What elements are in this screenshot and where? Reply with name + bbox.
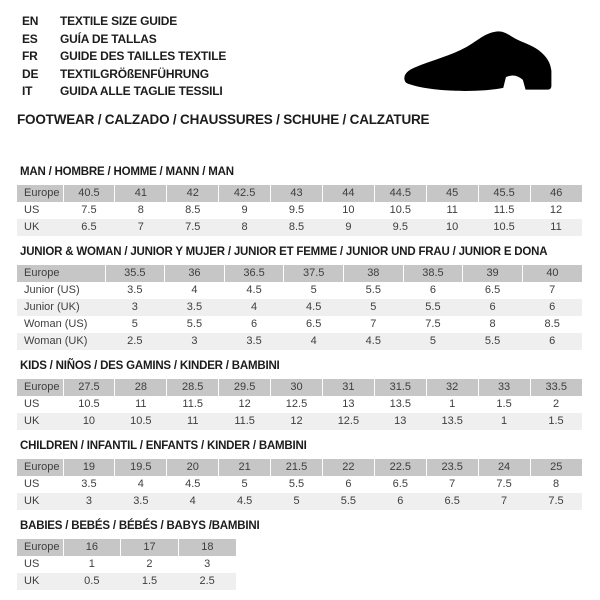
size-value-cell: 24	[478, 459, 530, 476]
row-label-cell: US	[24, 398, 40, 410]
man-size-table	[17, 185, 582, 236]
size-value-cell: 2.5	[127, 335, 143, 347]
size-value-cell: 2	[146, 558, 153, 570]
table-row	[17, 316, 582, 333]
size-value-cell: 1.5	[141, 575, 158, 587]
size-value-cell: 12	[549, 204, 563, 216]
row-label-cell: Junior (UK)	[24, 301, 80, 313]
language-code: DE	[22, 66, 39, 81]
section-title: JUNIOR & WOMAN / JUNIOR Y MUJER / JUNIOR ET FEMME / JUNIOR UND FRAU / JUNIOR E DONA	[20, 245, 548, 258]
size-value-cell: 6	[251, 318, 258, 330]
row-label-cell: UK	[24, 575, 40, 587]
size-value-cell: 5.5	[288, 478, 305, 490]
table-header-row	[17, 379, 582, 396]
table-header-row	[17, 185, 582, 202]
language-title: GUIDA ALLE TAGLIE TESSILI	[60, 84, 223, 98]
row-label-cell: Junior (US)	[24, 284, 80, 296]
language-title: GUIDE DES TAILLES TEXTILE	[60, 49, 227, 63]
size-value-cell: 33	[478, 379, 530, 396]
table-row	[17, 219, 582, 236]
table-row	[17, 282, 582, 299]
size-value-cell: 32	[426, 379, 478, 396]
size-value-cell: 36.5	[224, 265, 284, 282]
table-row	[17, 202, 582, 219]
size-value-cell: 5	[310, 284, 317, 296]
children-size-table	[17, 459, 582, 510]
size-value-cell: 21	[219, 459, 271, 476]
size-value-cell: 31.5	[374, 379, 426, 396]
size-value-cell: 36	[165, 265, 225, 282]
size-value-cell: 5	[241, 478, 248, 490]
row-label-cell: US	[24, 558, 40, 570]
size-value-cell: 11	[187, 415, 199, 427]
language-code: EN	[22, 14, 39, 28]
section-kids	[17, 360, 583, 430]
size-value-cell: 7	[137, 221, 144, 233]
size-value-cell: 6.5	[306, 318, 322, 330]
table-row	[17, 493, 582, 510]
size-value-cell: 13	[394, 415, 407, 427]
size-value-cell: 29.5	[219, 379, 271, 396]
size-value-cell: 8	[137, 204, 144, 216]
table-header-row	[17, 265, 582, 282]
size-value-cell: 0.5	[84, 575, 100, 587]
section-title: CHILDREN / INFANTIL / ENFANTS / KINDER / BAMBINI	[20, 439, 307, 452]
size-value-cell: 9.5	[392, 221, 408, 233]
language-code: FR	[22, 49, 38, 63]
size-value-cell: 23.5	[426, 459, 478, 476]
row-label-cell: Europe	[24, 541, 60, 553]
size-value-cell: 1.5	[496, 398, 512, 410]
table-row	[17, 396, 582, 413]
size-value-cell: 5.5	[186, 318, 203, 330]
size-value-cell: 4.5	[236, 495, 253, 507]
size-value-cell: 7	[549, 284, 556, 296]
size-value-cell: 12	[238, 398, 251, 410]
size-value-cell: 1	[449, 398, 456, 410]
table-row	[17, 476, 582, 493]
size-value-cell: 5	[429, 335, 436, 347]
size-value-cell: 9.5	[288, 204, 305, 216]
dress-shoe-icon	[397, 21, 581, 103]
size-value-cell: 45	[426, 185, 478, 202]
size-value-cell: 27.5	[63, 379, 115, 396]
size-value-cell: 3.5	[246, 335, 262, 347]
size-value-cell: 5	[293, 495, 300, 507]
size-value-cell: 7	[370, 318, 377, 330]
size-value-cell: 22	[322, 459, 374, 476]
size-value-cell: 28.5	[167, 379, 219, 396]
size-value-cell: 9	[345, 221, 352, 233]
size-value-cell: 45.5	[478, 185, 530, 202]
babies-size-table	[17, 539, 236, 590]
size-value-cell: 25	[530, 459, 582, 476]
size-value-cell: 6	[345, 478, 352, 490]
size-value-cell: 10	[342, 204, 355, 216]
size-value-cell: 11	[135, 398, 147, 410]
size-value-cell: 5.5	[425, 301, 441, 313]
size-value-cell: 5	[131, 318, 138, 330]
size-value-cell: 9	[241, 204, 248, 216]
size-value-cell: 5.5	[365, 284, 381, 296]
size-value-cell: 3.5	[186, 301, 203, 313]
size-value-cell: 39	[463, 265, 523, 282]
section-junior-woman	[17, 246, 583, 350]
size-value-cell: 10.5	[493, 221, 515, 233]
size-value-cell: 46	[530, 185, 582, 202]
size-value-cell: 3	[191, 335, 198, 347]
size-value-cell: 40	[522, 265, 582, 282]
size-value-cell: 41	[115, 185, 167, 202]
size-value-cell: 7	[449, 478, 456, 490]
size-value-cell: 3	[131, 301, 138, 313]
size-value-cell: 8	[489, 318, 496, 330]
size-value-cell: 4.5	[246, 284, 262, 296]
language-title: TEXTILGRÖßENFÜHRUNG	[60, 66, 209, 81]
size-value-cell: 13.5	[441, 415, 463, 427]
size-value-cell: 12.5	[337, 415, 360, 427]
size-value-cell: 42	[167, 185, 219, 202]
section-babies	[17, 520, 583, 590]
size-value-cell: 7.5	[496, 478, 512, 490]
size-value-cell: 21.5	[271, 459, 323, 476]
row-label-cell: Woman (US)	[24, 318, 88, 330]
section-man	[17, 166, 583, 236]
size-value-cell: 11.5	[493, 204, 515, 216]
size-value-cell: 8	[241, 221, 248, 233]
size-value-cell: 44	[322, 185, 374, 202]
size-value-cell: 6	[549, 335, 556, 347]
size-value-cell: 7.5	[185, 221, 201, 233]
size-value-cell: 5	[370, 301, 377, 313]
size-value-cell: 30	[271, 379, 323, 396]
language-title: TEXTILE SIZE GUIDE	[60, 14, 178, 28]
table-row	[17, 413, 582, 430]
size-value-cell: 3	[204, 558, 211, 570]
size-value-cell: 4	[251, 301, 258, 313]
size-value-cell: 3.5	[133, 495, 149, 507]
size-value-cell: 2	[552, 398, 560, 410]
size-value-cell: 10.5	[389, 204, 411, 216]
size-value-cell: 17	[121, 539, 179, 556]
row-label-cell: UK	[24, 495, 40, 507]
row-label-cell: Europe	[24, 381, 60, 393]
size-value-cell: 13.5	[389, 398, 411, 410]
size-value-cell: 8.5	[544, 318, 560, 330]
size-value-cell: 7.5	[548, 495, 564, 507]
size-value-cell: 6.5	[444, 495, 460, 507]
size-value-cell: 4.5	[365, 335, 381, 347]
row-label-cell: Europe	[24, 267, 60, 279]
size-value-cell: 12.5	[285, 398, 308, 410]
size-value-cell: 35.5	[105, 265, 165, 282]
table-row	[17, 299, 582, 316]
size-value-cell: 4	[137, 478, 144, 490]
size-value-cell: 12	[290, 415, 303, 427]
category-title: FOOTWEAR / CALZADO / CHAUSSURES / SCHUHE / CALZATURE	[17, 111, 430, 127]
row-label-cell: UK	[24, 221, 40, 233]
size-value-cell: 6.5	[392, 478, 408, 490]
size-value-cell: 19	[63, 459, 115, 476]
size-value-cell: 10	[82, 415, 96, 427]
row-label-cell: Europe	[24, 187, 60, 199]
language-title: GUÍA DE TALLAS	[60, 31, 157, 46]
size-value-cell: 4.5	[306, 301, 322, 313]
size-value-cell: 10.5	[78, 398, 100, 410]
size-value-cell: 11	[446, 204, 458, 216]
size-value-cell: 4.5	[185, 478, 201, 490]
size-value-cell: 6	[549, 301, 556, 313]
size-value-cell: 40.5	[63, 185, 115, 202]
size-value-cell: 6.5	[81, 221, 97, 233]
size-value-cell: 8.5	[185, 204, 201, 216]
size-value-cell: 4	[310, 335, 317, 347]
table-header-row	[17, 539, 236, 556]
size-value-cell: 13	[342, 398, 355, 410]
language-code: ES	[22, 31, 38, 46]
section-children	[17, 440, 583, 510]
size-value-cell: 3.5	[81, 478, 97, 490]
table-header-row	[17, 459, 582, 476]
size-value-cell: 22.5	[374, 459, 426, 476]
size-value-cell: 16	[63, 539, 121, 556]
size-value-cell: 1.5	[548, 415, 564, 427]
size-value-cell: 2.5	[199, 575, 215, 587]
section-title: MAN / HOMBRE / HOMME / MANN / MAN	[20, 165, 234, 178]
size-value-cell: 6.5	[484, 284, 501, 296]
size-value-cell: 43	[271, 185, 323, 202]
size-value-cell: 28	[115, 379, 167, 396]
size-value-cell: 7.5	[81, 204, 97, 216]
size-value-cell: 3.5	[127, 284, 143, 296]
section-title: KIDS / NIÑOS / DES GAMINS / KINDER / BAMBINI	[20, 359, 280, 372]
size-value-cell: 37.5	[284, 265, 344, 282]
table-row	[17, 556, 236, 573]
size-value-cell: 8.5	[288, 221, 305, 233]
size-value-cell: 3	[85, 495, 92, 507]
size-value-cell: 44.5	[374, 185, 426, 202]
size-value-cell: 10	[446, 221, 459, 233]
size-value-cell: 4	[189, 495, 196, 507]
size-value-cell: 6	[429, 284, 436, 296]
size-value-cell: 11	[550, 221, 562, 233]
kids-size-table	[17, 379, 582, 430]
row-label-cell: Woman (UK)	[24, 335, 88, 347]
size-value-cell: 10.5	[130, 415, 152, 427]
size-value-cell: 11.5	[234, 415, 255, 427]
size-value-cell: 1	[501, 415, 508, 427]
language-code: IT	[22, 84, 33, 98]
size-value-cell: 38	[344, 265, 404, 282]
row-label-cell: UK	[24, 415, 40, 427]
size-value-cell: 6	[489, 301, 496, 313]
size-value-cell: 18	[178, 539, 236, 556]
size-value-cell: 20	[167, 459, 219, 476]
size-value-cell: 7.5	[425, 318, 441, 330]
size-value-cell: 19.5	[115, 459, 167, 476]
junior-woman-size-table	[17, 265, 582, 350]
table-row	[17, 573, 236, 590]
size-value-cell: 38.5	[403, 265, 463, 282]
size-value-cell: 8	[552, 478, 560, 490]
row-label-cell: US	[24, 478, 40, 490]
size-value-cell: 5.5	[484, 335, 501, 347]
size-value-cell: 31	[322, 379, 374, 396]
size-value-cell: 42.5	[219, 185, 271, 202]
row-label-cell: Europe	[24, 461, 60, 473]
size-value-cell: 33.5	[530, 379, 582, 396]
size-value-cell: 6	[397, 495, 404, 507]
table-row	[17, 333, 582, 350]
size-value-cell: 4	[191, 284, 198, 296]
size-value-cell: 1	[88, 558, 95, 570]
row-label-cell: US	[24, 204, 40, 216]
size-value-cell: 7	[501, 495, 508, 507]
size-value-cell: 11.5	[182, 398, 204, 410]
size-value-cell: 5.5	[340, 495, 357, 507]
section-title: BABIES / BEBÉS / BÉBÉS / BABYS /BAMBINI	[20, 519, 260, 532]
